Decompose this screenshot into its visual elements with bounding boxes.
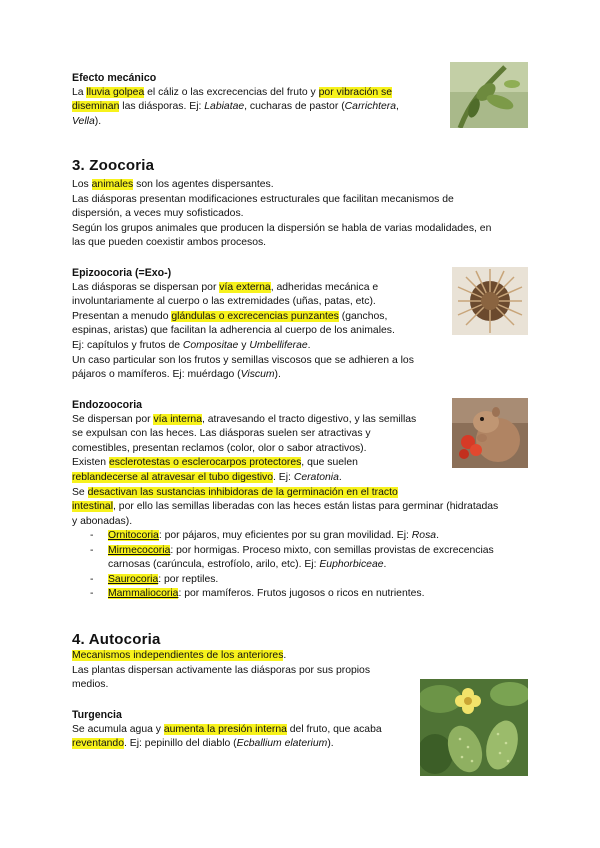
efecto-line-2: diseminan las diásporas. Ej: Labiatae, cucharas de pastor (Carrichtera, <box>72 101 399 113</box>
epizoocoria-section: Epizoocoria (=Exo-) Las diásporas se dispersan por vía externa, adheridas mecánica e involuntariamente al cuerpo o las extremidades (uñas, patas, etc). Presentan a menudo glándulas o excrecencias punzantes (ganchos, espinas, aristas) que facilitan la adherencia al cuerpo de los animales. Ej: capítulos y frutos de Compositae y Umbelliferae. Un caso particular son los frutos y semillas viscosos que se adhieren a los pájaros o mamíferos. Ej: muérdago (Viscum). <box>72 266 452 383</box>
zoocoria-heading: 3. Zoocoria <box>72 157 155 174</box>
epizoocoria-title: Epizoocoria (=Exo-) <box>72 267 172 279</box>
plant-calyx-photo <box>450 62 528 128</box>
turgencia-title: Turgencia <box>72 709 122 721</box>
autocoria-heading: 4. Autocoria <box>72 631 161 648</box>
squirrel-eating-photo <box>452 398 528 468</box>
spiky-burr-photo <box>452 267 528 335</box>
zoocoria-intro: Los animales son los agentes dispersantes. Las diásporas presentan modificaciones estructurales que facilitan mecanismos de dispersión, a veces muy sofisticados. Según los grupos animales que producen la dispersión se habla de varias modalidades, en las que pueden coexistir ambos procesos. <box>72 179 492 249</box>
list-item-saurocoria: - Saurocoria: por reptiles. <box>90 573 219 585</box>
list-item-mammaliocoria: - Mammaliocoria: por mamíferos. Frutos jugosos o ricos en nutrientes. <box>90 588 425 600</box>
endozoocoria-section: Endozoocoria Se dispersan por vía interna, atravesando el tracto digestivo, y las semillas se expulsan con las heces. Las diásporas suelen ser atractivas y comestibles, presentan reclamos (color, olor o sabor atractivos). Existen esclerotestas o esclerocarpos protectores, que suelen reblandecerse al atravesar el tubo digestivo. Ej: Ceratonia. Se desactivan las sustancias inhibidoras de la germinación en el tracto intestinal, por ello las semillas liberadas con las heces están listas para germinar (hidratadas y abonadas). <box>72 398 532 529</box>
autocoria-intro: Mecanismos independientes de los anteriores. Las plantas dispersan activamente las diásporas por sus propios medios. <box>72 650 371 691</box>
endozoocoria-title: Endozoocoria <box>72 399 143 411</box>
efecto-mecanico-section <box>72 71 432 129</box>
turgencia-section: Turgencia Se acumula agua y aumenta la presión interna del fruto, que acaba reventando. Ej: pepinillo del diablo (Ecballium elaterium). <box>72 708 412 752</box>
ecballium-plant-photo <box>420 679 528 776</box>
efecto-line-1: La lluvia golpea el cáliz o las excrecencias del fruto y por vibración se <box>72 86 393 98</box>
endozoocoria-list: - Ornitocoria: por pájaros, muy eficientes por su gran movilidad. Ej: Rosa. - Mirmecocoria: por hormigas. Proceso mixto, con semillas provistas de excrecencias carnosas (carúncula, estrofíolo, arilo, etc). Ej: Euphorbiceae. - Saurocoria: por reptiles. - Mammaliocoria: por mamíferos. Frutos jugosos o ricos en nutrientes. <box>90 529 494 602</box>
efecto-line-3: Vella). <box>72 115 102 127</box>
list-item-ornitocoria: - Ornitocoria: por pájaros, muy eficientes por su gran movilidad. Ej: Rosa. <box>90 530 439 541</box>
efecto-mecanico-title: Efecto mecánico <box>72 72 157 84</box>
list-item-mirmecocoria: - Mirmecocoria: por hormigas. Proceso mixto, con semillas provistas de excrecencias <box>90 544 494 556</box>
